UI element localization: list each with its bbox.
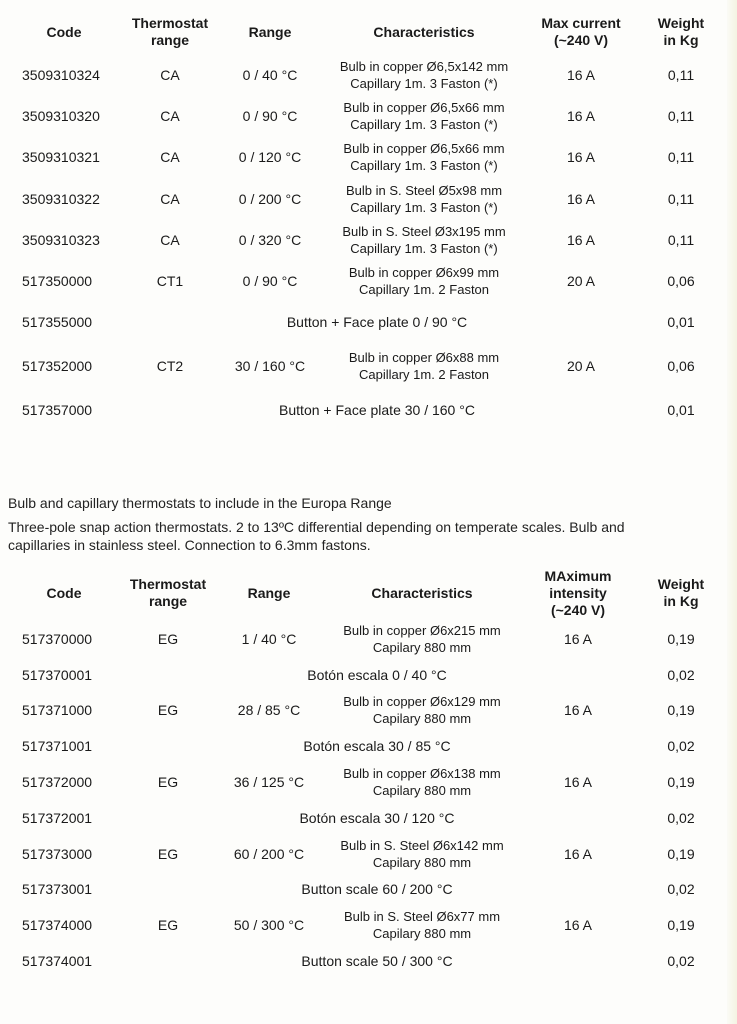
header-characteristics: Characteristics bbox=[371, 584, 473, 601]
current-cell: 16 A bbox=[566, 107, 596, 124]
code-cell: 517350000 bbox=[22, 273, 93, 290]
thermostat-cell: EG bbox=[157, 630, 179, 647]
header-max-intensity: MAximum intensity (~240 V) bbox=[544, 567, 612, 618]
thermostat-cell: CA bbox=[160, 107, 180, 124]
table-row bbox=[8, 621, 728, 657]
range-cell: 0 / 120 °C bbox=[238, 149, 302, 166]
characteristics-cell: Bulb in S. Steel Ø6x142 mm Capilary 880 mm bbox=[340, 837, 504, 870]
code-cell: 3509310320 bbox=[22, 107, 100, 124]
thermostat-cell: CA bbox=[160, 66, 180, 83]
thermostat-cell: CA bbox=[160, 190, 180, 207]
current-cell: 16 A bbox=[566, 149, 596, 166]
characteristics-cell: Bulb in copper Ø6,5x66 mm Capillary 1m. 3 Faston (*) bbox=[343, 141, 505, 174]
characteristics-cell: Bulb in S. Steel Ø6x77 mm Capilary 880 mm bbox=[343, 909, 501, 942]
code-cell: 517372001 bbox=[22, 809, 93, 826]
code-cell: 517370000 bbox=[22, 630, 93, 647]
table-row bbox=[8, 137, 728, 178]
characteristics-cell: Bulb in copper Ø6,5x66 mm Capillary 1m. 3 Faston (*) bbox=[343, 99, 505, 132]
header-max-current: Max current (~240 V) bbox=[541, 15, 621, 48]
table-row bbox=[8, 728, 728, 764]
code-cell: 3509310324 bbox=[22, 66, 100, 83]
accessory-description: Botón escala 30 / 120 °C bbox=[299, 809, 455, 826]
weight-cell: 0,11 bbox=[667, 231, 695, 248]
range-cell: 1 / 40 °C bbox=[241, 630, 297, 647]
current-cell: 20 A bbox=[566, 273, 596, 290]
code-cell: 517370001 bbox=[22, 666, 93, 683]
table-row bbox=[8, 907, 728, 943]
header-thermostat-range: Thermostat range bbox=[129, 576, 207, 609]
range-cell: 0 / 200 °C bbox=[238, 190, 302, 207]
table-row bbox=[8, 219, 728, 260]
thermostat-table-1 bbox=[8, 10, 728, 430]
weight-cell: 0,02 bbox=[667, 809, 695, 826]
thermostat-table-2 bbox=[8, 565, 728, 979]
thermostat-cell: CT2 bbox=[156, 358, 184, 375]
range-cell: 30 / 160 °C bbox=[234, 358, 306, 375]
table-row bbox=[8, 693, 728, 729]
table-row bbox=[8, 836, 728, 872]
weight-cell: 0,11 bbox=[667, 190, 695, 207]
range-cell: 0 / 320 °C bbox=[238, 231, 302, 248]
section-description-line-2: capillaries in stainless steel. Connection to 6.3mm fastons. bbox=[8, 537, 371, 553]
code-cell: 517371000 bbox=[22, 702, 93, 719]
table-row bbox=[8, 343, 728, 389]
range-cell: 0 / 90 °C bbox=[242, 273, 298, 290]
header-range: Range bbox=[248, 23, 292, 40]
header-range: Range bbox=[247, 584, 291, 601]
table-row bbox=[8, 302, 728, 343]
current-cell: 16 A bbox=[566, 66, 596, 83]
code-cell: 517352000 bbox=[22, 358, 93, 375]
code-cell: 3509310323 bbox=[22, 231, 100, 248]
range-cell: 28 / 85 °C bbox=[237, 702, 301, 719]
weight-cell: 0,11 bbox=[667, 66, 695, 83]
code-cell: 3509310322 bbox=[22, 190, 100, 207]
characteristics-cell: Bulb in copper Ø6,5x142 mm Capillary 1m. 3 Faston (*) bbox=[339, 58, 509, 91]
weight-cell: 0,19 bbox=[667, 630, 695, 647]
range-cell: 50 / 300 °C bbox=[233, 917, 305, 934]
weight-cell: 0,19 bbox=[667, 774, 695, 791]
weight-cell: 0,01 bbox=[667, 401, 695, 418]
current-cell: 16 A bbox=[566, 231, 596, 248]
code-cell: 517373000 bbox=[22, 845, 93, 862]
thermostat-cell: CA bbox=[160, 149, 180, 166]
current-cell: 20 A bbox=[566, 358, 596, 375]
header-characteristics: Characteristics bbox=[373, 23, 475, 40]
weight-cell: 0,02 bbox=[667, 666, 695, 683]
thermostat-cell: EG bbox=[157, 774, 179, 791]
characteristics-cell: Bulb in copper Ø6x138 mm Capilary 880 mm bbox=[343, 766, 501, 799]
accessory-description: Button scale 50 / 300 °C bbox=[301, 953, 453, 970]
accessory-description: Button scale 60 / 200 °C bbox=[301, 881, 453, 898]
characteristics-cell: Bulb in S. Steel Ø5x98 mm Capillary 1m. 3 Faston (*) bbox=[345, 182, 503, 215]
table-header-row bbox=[8, 565, 728, 621]
thermostat-cell: EG bbox=[157, 845, 179, 862]
accessory-description: Botón escala 0 / 40 °C bbox=[307, 666, 447, 683]
section-heading: Bulb and capillary thermostats to include in the Europa Range bbox=[8, 495, 392, 511]
header-thermostat-range: Thermostat range bbox=[131, 15, 209, 48]
characteristics-cell: Bulb in S. Steel Ø3x195 mm Capillary 1m. 3 Faston (*) bbox=[342, 223, 506, 256]
table-row bbox=[8, 389, 728, 430]
weight-cell: 0,19 bbox=[667, 845, 695, 862]
code-cell: 517371001 bbox=[22, 738, 93, 755]
characteristics-cell: Bulb in copper Ø6x129 mm Capilary 880 mm bbox=[343, 694, 501, 727]
table-row bbox=[8, 178, 728, 219]
weight-cell: 0,19 bbox=[667, 702, 695, 719]
table-header-row bbox=[8, 10, 728, 54]
weight-cell: 0,06 bbox=[667, 358, 695, 375]
weight-cell: 0,02 bbox=[667, 738, 695, 755]
table-row bbox=[8, 872, 728, 908]
code-cell: 517374001 bbox=[22, 953, 93, 970]
range-cell: 0 / 40 °C bbox=[242, 66, 298, 83]
code-cell: 517357000 bbox=[22, 401, 93, 418]
page-edge bbox=[727, 0, 737, 1024]
weight-cell: 0,06 bbox=[667, 273, 695, 290]
characteristics-cell: Bulb in copper Ø6x88 mm Capillary 1m. 2 Faston bbox=[348, 350, 500, 383]
characteristics-cell: Bulb in copper Ø6x215 mm Capilary 880 mm bbox=[343, 622, 501, 655]
thermostat-cell: CT1 bbox=[156, 273, 184, 290]
current-cell: 16 A bbox=[563, 774, 593, 791]
section-description-line-1: Three-pole snap action thermostats. 2 to 13ºC differential depending on temperate scales. Bulb and bbox=[8, 519, 625, 535]
table-row bbox=[8, 800, 728, 836]
current-cell: 16 A bbox=[563, 702, 593, 719]
accessory-description: Button + Face plate 0 / 90 °C bbox=[286, 314, 468, 331]
header-weight: Weight in Kg bbox=[657, 576, 705, 609]
code-cell: 517374000 bbox=[22, 917, 93, 934]
range-cell: 0 / 90 °C bbox=[242, 107, 298, 124]
current-cell: 16 A bbox=[563, 917, 593, 934]
characteristics-cell: Bulb in copper Ø6x99 mm Capillary 1m. 2 Faston bbox=[348, 265, 500, 298]
code-cell: 517372000 bbox=[22, 774, 93, 791]
accessory-description: Botón escala 30 / 85 °C bbox=[303, 738, 451, 755]
thermostat-cell: EG bbox=[157, 917, 179, 934]
weight-cell: 0,19 bbox=[667, 917, 695, 934]
accessory-description: Button + Face plate 30 / 160 °C bbox=[279, 401, 475, 418]
weight-cell: 0,11 bbox=[667, 107, 695, 124]
table-row bbox=[8, 54, 728, 95]
range-cell: 60 / 200 °C bbox=[233, 845, 305, 862]
current-cell: 16 A bbox=[563, 630, 593, 647]
code-cell: 3509310321 bbox=[22, 149, 100, 166]
current-cell: 16 A bbox=[563, 845, 593, 862]
table-row bbox=[8, 943, 728, 979]
thermostat-cell: CA bbox=[160, 231, 180, 248]
header-weight: Weight in Kg bbox=[657, 15, 705, 48]
thermostat-cell: EG bbox=[157, 702, 179, 719]
header-code: Code bbox=[46, 23, 82, 40]
table-row bbox=[8, 764, 728, 800]
table-row bbox=[8, 657, 728, 693]
table-row bbox=[8, 260, 728, 301]
weight-cell: 0,02 bbox=[667, 953, 695, 970]
code-cell: 517373001 bbox=[22, 881, 93, 898]
weight-cell: 0,02 bbox=[667, 881, 695, 898]
range-cell: 36 / 125 °C bbox=[233, 774, 305, 791]
table-row bbox=[8, 95, 728, 136]
weight-cell: 0,11 bbox=[667, 149, 695, 166]
weight-cell: 0,01 bbox=[667, 314, 695, 331]
current-cell: 16 A bbox=[566, 190, 596, 207]
code-cell: 517355000 bbox=[22, 314, 93, 331]
header-code: Code bbox=[46, 584, 82, 601]
